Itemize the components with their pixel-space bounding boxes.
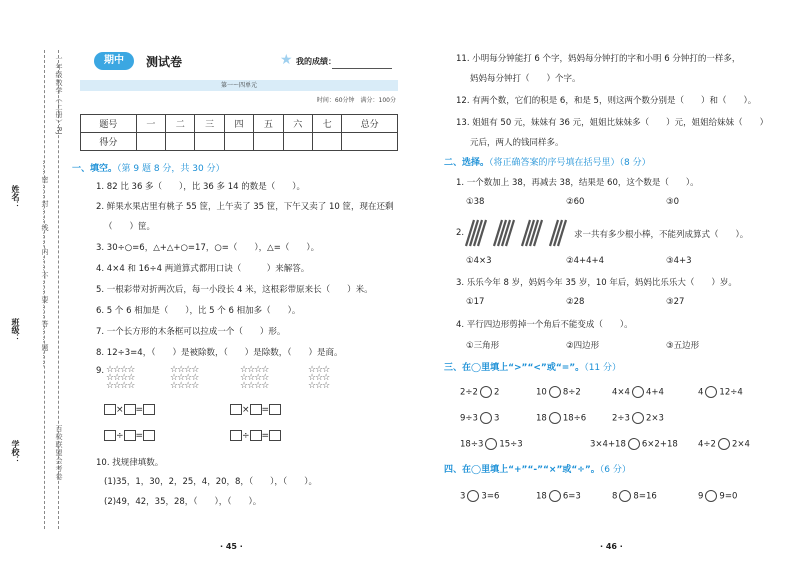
table-cell: 题号 xyxy=(81,115,137,133)
score-input-cell[interactable] xyxy=(195,133,224,151)
answer-circle[interactable] xyxy=(480,412,492,424)
page-title: 测试卷 xyxy=(146,55,183,69)
answer-circle[interactable] xyxy=(480,386,492,398)
question: 2. 鲜果水果店里有桃子 55 筐，上午卖了 35 筐，下午又卖了 10 筐，现在还剩 xyxy=(96,202,394,212)
compare-item: 18÷3 15÷3 xyxy=(460,439,523,450)
option[interactable]: ③0 xyxy=(666,197,680,207)
compare-item: 2÷3 2×3 xyxy=(612,413,664,424)
compare-item: 4 12÷4 xyxy=(698,387,743,398)
school-label: 学校： xyxy=(11,440,20,464)
operator-item: 18 6=3 xyxy=(536,491,581,502)
table-row xyxy=(81,133,398,151)
section-heading: 一、填空。 xyxy=(72,164,118,174)
score-field[interactable] xyxy=(332,68,392,69)
score-input-cell[interactable] xyxy=(136,133,165,151)
section-note: （6 分） xyxy=(599,465,631,475)
option[interactable]: ①三角形 xyxy=(466,341,500,351)
footer-label: 百校联盟会考卷 xyxy=(55,425,63,481)
seal-text: ……密……封……线……内……不……要……答……题…… xyxy=(41,160,49,368)
answer-circle[interactable] xyxy=(705,490,717,502)
question: 4. 平行四边形剪掉一个角后不能变成（ ）。 xyxy=(456,320,633,330)
name-label: 姓名： xyxy=(11,185,20,209)
section-title xyxy=(444,360,621,373)
question: 3. 30÷○=6，△+△+○=17，○=（ ），△=（ ）。 xyxy=(96,243,320,253)
question: (2)49，42，35，28，（ ），（ ）。 xyxy=(104,497,262,507)
operator-item: 9 9=0 xyxy=(698,491,738,502)
compare-item: 4÷2 2×4 xyxy=(698,439,750,450)
fill-equation[interactable]: ÷ = xyxy=(104,430,155,441)
operator-item: 3 3=6 xyxy=(460,491,500,502)
score-input-cell[interactable] xyxy=(312,133,341,151)
table-cell: 得分 xyxy=(81,133,137,151)
option[interactable]: ①38 xyxy=(466,197,485,207)
answer-circle[interactable] xyxy=(549,490,561,502)
question: 6. 5 个 6 相加是（ ），比 5 个 6 相加多（ ）。 xyxy=(96,306,301,316)
answer-circle[interactable] xyxy=(619,490,631,502)
fill-equation[interactable]: ÷ = xyxy=(230,430,281,441)
table-cell: 六 xyxy=(283,115,312,133)
question: 求一共有多少根小棒，不能列成算式（ ）。 xyxy=(574,230,749,240)
unit-bar: 第一～四单元 xyxy=(80,80,398,91)
option[interactable]: ①4×3 xyxy=(466,256,492,266)
star-group: ☆☆☆☆ ☆☆☆☆ ☆☆☆☆ xyxy=(106,365,135,391)
binding-strip xyxy=(0,0,62,579)
answer-circle[interactable] xyxy=(632,386,644,398)
question: 4. 4×4 和 16÷4 两道算式都用口诀（ ）来解答。 xyxy=(96,264,310,274)
section-heading: 三、在◯里填上“>”“<”或“=”。 xyxy=(444,363,585,373)
score-input-cell[interactable] xyxy=(254,133,283,151)
star-group: ☆☆☆☆ ☆☆☆☆ ☆☆☆☆ xyxy=(170,365,199,391)
section-title xyxy=(444,155,651,168)
table-cell: 一 xyxy=(136,115,165,133)
table-cell: 总分 xyxy=(342,115,398,133)
answer-circle[interactable] xyxy=(485,438,497,450)
table-cell: 七 xyxy=(312,115,341,133)
question: 1. 82 比 36 多（ ），比 36 多 14 的数是（ ）。 xyxy=(96,182,305,192)
compare-item: 3×4+18 6×2+18 xyxy=(590,439,678,450)
time-info: 时间：60分钟 满分：100分 xyxy=(316,97,396,104)
score-label: 我的成绩： xyxy=(296,57,336,66)
option[interactable]: ①17 xyxy=(466,297,485,307)
question: 元后，两人的钱同样多。 xyxy=(470,138,564,148)
sticks-illustration xyxy=(460,218,570,248)
question: 11. 小明每分钟能打 6 个字，妈妈每分钟打的字和小明 6 分钟打的一样多， xyxy=(456,54,741,64)
table-cell: 三 xyxy=(195,115,224,133)
question: 5. 一根彩带对折两次后，每一小段长 4 米，这根彩带原来长（ ）米。 xyxy=(96,285,373,295)
question: 13. 姐姐有 50 元，妹妹有 36 元，姐姐比妹妹多（ ）元，姐姐给妹妹（ ） xyxy=(456,118,769,128)
score-input-cell[interactable] xyxy=(224,133,253,151)
compare-item: 9÷3 3 xyxy=(460,413,500,424)
question: (1)35，1，30，2，25，4，20，8，（ ），（ ）。 xyxy=(104,477,317,487)
question-number: 2. xyxy=(456,228,465,238)
answer-circle[interactable] xyxy=(549,412,561,424)
right-page xyxy=(440,0,790,579)
question: 妈妈每分钟打（ ）个字。 xyxy=(470,74,581,84)
option[interactable]: ③五边形 xyxy=(666,341,700,351)
question: （ ）筐。 xyxy=(104,222,156,232)
operator-item: 8 8=16 xyxy=(612,491,657,502)
section-note: （11 分） xyxy=(584,363,622,373)
option[interactable]: ②四边形 xyxy=(566,341,600,351)
star-group: ☆☆☆ ☆☆☆ ☆☆☆ xyxy=(308,365,330,391)
header-banner xyxy=(80,52,390,74)
answer-circle[interactable] xyxy=(705,386,717,398)
answer-circle[interactable] xyxy=(628,438,640,450)
answer-circle[interactable] xyxy=(467,490,479,502)
class-label: 班级： xyxy=(11,318,20,342)
section-note: （第 9 题 8 分，共 30 分） xyxy=(117,164,225,174)
section-heading: 四、在◯里填上“+”“-”“×”或“÷”。 xyxy=(444,465,600,475)
option[interactable]: ③27 xyxy=(666,297,685,307)
series-label: 一年级数学（上册）·RJ xyxy=(55,55,63,136)
option[interactable]: ③4+3 xyxy=(666,256,692,266)
question: 12. 有两个数，它们的积是 6，和是 5，则这两个数分别是（ ）和（ ）。 xyxy=(456,96,757,106)
star-icon: ★ xyxy=(280,52,293,68)
score-input-cell[interactable] xyxy=(283,133,312,151)
option[interactable]: ②4+4+4 xyxy=(566,256,605,266)
question: 7. 一个长方形的木条框可以拉成一个（ ）形。 xyxy=(96,327,286,337)
question-number: 9. xyxy=(96,366,105,376)
fill-equation[interactable]: × = xyxy=(230,404,281,415)
section-heading: 二、选择。 xyxy=(444,158,490,168)
question: 10. 找规律填数。 xyxy=(96,458,164,468)
section-note: （将正确答案的序号填在括号里）（8 分） xyxy=(489,158,651,168)
score-input-cell[interactable] xyxy=(166,133,195,151)
table-cell: 五 xyxy=(254,115,283,133)
answer-circle[interactable] xyxy=(549,386,561,398)
answer-circle[interactable] xyxy=(718,438,730,450)
fill-equation[interactable]: × = xyxy=(104,404,155,415)
table-cell: 四 xyxy=(224,115,253,133)
page-number: · 46 · xyxy=(600,542,623,551)
question: 1. 一个数加上 38，再减去 38，结果是 60，这个数是（ ）。 xyxy=(456,178,699,188)
score-table xyxy=(80,114,398,151)
compare-item: 10 8÷2 xyxy=(536,387,581,398)
table-cell: 二 xyxy=(166,115,195,133)
option[interactable]: ②28 xyxy=(566,297,585,307)
compare-item: 4×4 4+4 xyxy=(612,387,664,398)
section-title xyxy=(72,161,225,174)
left-page xyxy=(70,0,400,579)
compare-item: 2÷2 2 xyxy=(460,387,500,398)
question: 8. 12÷3=4，（ ）是被除数，（ ）是除数，（ ）是商。 xyxy=(96,348,343,358)
question: 3. 乐乐今年 8 岁，妈妈今年 35 岁，10 年后，妈妈比乐乐大（ ）岁。 xyxy=(456,278,737,288)
section-title xyxy=(444,462,631,475)
badge: 期中 xyxy=(94,52,134,70)
star-group: ☆☆☆☆ ☆☆☆☆ ☆☆☆☆ xyxy=(240,365,269,391)
option[interactable]: ②60 xyxy=(566,197,585,207)
table-row xyxy=(81,115,398,133)
score-input-cell[interactable] xyxy=(342,133,398,151)
answer-circle[interactable] xyxy=(632,412,644,424)
compare-item: 18 18÷6 xyxy=(536,413,587,424)
page-number: · 45 · xyxy=(220,542,243,551)
